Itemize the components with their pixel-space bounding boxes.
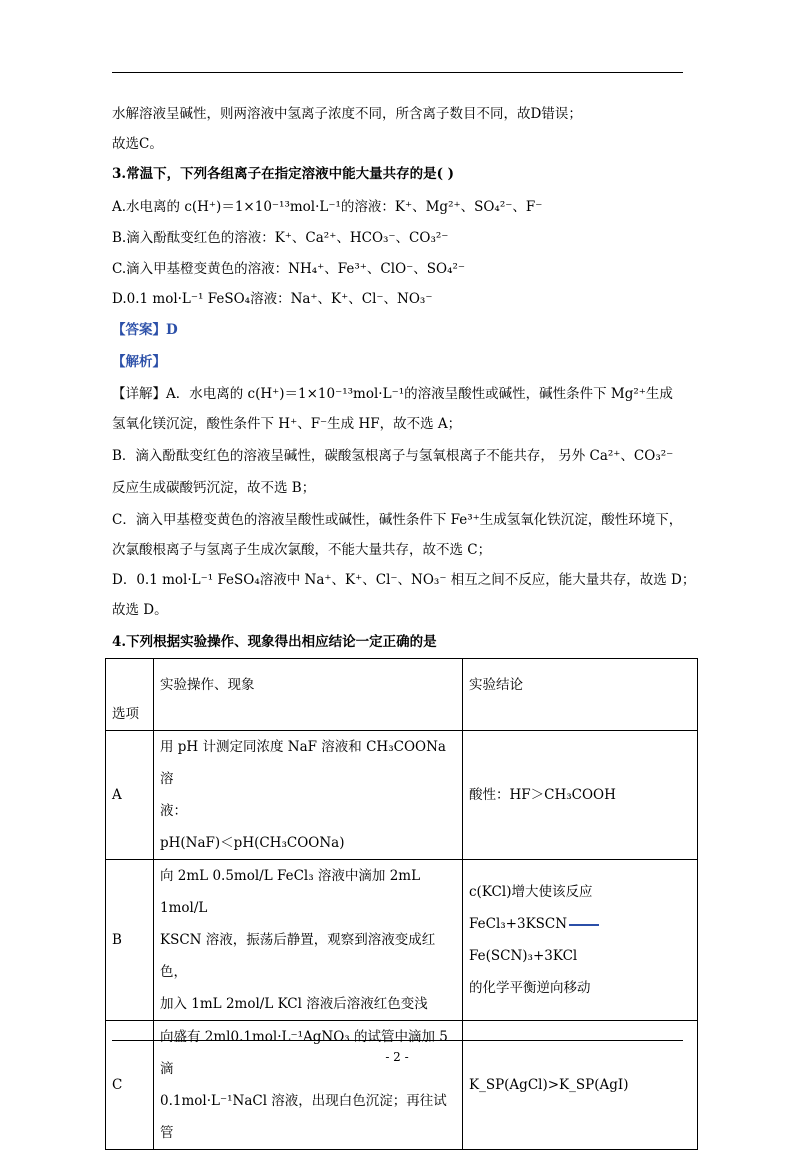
row-conclusion xyxy=(463,731,698,860)
cell-line: 加入 1mL 2mol/L KCl 溶液后溶液红色变浅 xyxy=(160,996,428,1012)
equation-line xyxy=(469,908,691,972)
equation-products: Fe(SCN)₃+3KCl xyxy=(469,948,578,964)
option-b: B.滴入酚酞变红色的溶液：K⁺、Ca²⁺、HCO₃⁻、CO₃²⁻ xyxy=(112,230,449,246)
detail-line: B．滴入酚酞变红色的溶液呈碱性，碳酸氢根离子与氢氧根离子不能共存， 另外 Ca²⁺、CO₃²⁻ xyxy=(112,448,674,464)
detail-line: 次氯酸根离子与氢离子生成次氯酸，不能大量共存，故不选 C； xyxy=(112,542,492,558)
header-option: 选项 xyxy=(106,659,154,731)
experiment-table xyxy=(105,658,698,1150)
cell-line: 向盛有 2ml0.1mol·L⁻¹AgNO₃ 的试管中滴加 5 滴 xyxy=(160,1029,448,1077)
cell-line: pH(NaF)＜pH(CH₃COONa) xyxy=(160,835,345,851)
analysis-label: 【解析】 xyxy=(112,354,166,370)
option-d: D.0.1 mol·L⁻¹ FeSO₄溶液：Na⁺、K⁺、Cl⁻、NO₃⁻ xyxy=(112,291,433,307)
row-operation xyxy=(154,731,463,860)
table-row xyxy=(106,731,698,860)
cell-line: 0.1mol·L⁻¹NaCl 溶液，出现白色沉淀；再往试管 xyxy=(160,1093,447,1141)
cell-line: 液： xyxy=(160,803,187,819)
footer-rule xyxy=(112,1040,683,1041)
text-line: 故选C。 xyxy=(112,136,163,152)
equation-reactants: FeCl₃+3KSCN xyxy=(469,916,568,932)
header-conclusion: 实验结论 xyxy=(463,659,698,731)
header-rule xyxy=(112,72,683,73)
cell-line: 向 2mL 0.5mol/L FeCl₃ 溶液中滴加 2mL 1mol/L xyxy=(160,868,421,916)
row-conclusion xyxy=(463,860,698,1021)
option-a: A.水电离的 c(H⁺)＝1×10⁻¹³mol·L⁻¹的溶液：K⁺、Mg²⁺、SO₄²⁻、F⁻ xyxy=(112,199,543,215)
page-number: - 2 - xyxy=(385,1050,409,1064)
row-operation xyxy=(154,860,463,1021)
text-line: 水解溶液呈碱性，则两溶液中氢离子浓度不同，所含离子数目不同，故D错误； xyxy=(112,106,582,122)
answer-label: 【答案】D xyxy=(112,322,178,338)
cell-line: 的化学平衡逆向移动 xyxy=(469,980,591,996)
cell-line: 酸性：HF＞CH₃COOH xyxy=(469,787,616,803)
detail-line: C．滴入甲基橙变黄色的溶液呈酸性或碱性，碱性条件下 Fe³⁺生成氢氧化铁沉淀，酸性环境下， xyxy=(112,512,683,528)
question-4-stem: 4.下列根据实验操作、现象得出相应结论一定正确的是 xyxy=(112,634,437,650)
header-operation: 实验操作、现象 xyxy=(154,659,463,731)
table-header-row xyxy=(106,659,698,731)
cell-line: KSCN 溶液，振荡后静置，观察到溶液变成红色， xyxy=(160,932,436,980)
cell-line: c(KCl)增大使该反应 xyxy=(469,884,593,900)
row-option: C xyxy=(106,1021,154,1150)
detail-line: 氢氧化镁沉淀，酸性条件下 H⁺、F⁻生成 HF，故不选 A； xyxy=(112,416,462,432)
detail-line: 【详解】A．水电离的 c(H⁺)＝1×10⁻¹³mol·L⁻¹的溶液呈酸性或碱性，碱性条件下 Mg²⁺生成 xyxy=(112,386,673,402)
row-option: B xyxy=(106,860,154,1021)
cell-line: 用 pH 计测定同浓度 NaF 溶液和 CH₃COONa 溶 xyxy=(160,739,446,787)
equilibrium-arrow-icon xyxy=(569,924,599,926)
option-c: C.滴入甲基橙变黄色的溶液：NH₄⁺、Fe³⁺、ClO⁻、SO₄²⁻ xyxy=(112,261,466,277)
row-option: A xyxy=(106,731,154,860)
detail-line: D．0.1 mol·L⁻¹ FeSO₄溶液中 Na⁺、K⁺、Cl⁻、NO₃⁻ 相互之间不反应，能大量共存，故选 D； xyxy=(112,572,696,588)
table-row xyxy=(106,860,698,1021)
detail-line: 故选 D。 xyxy=(112,602,168,618)
cell-line: K_SP(AgCl)>K_SP(AgI) xyxy=(469,1077,629,1093)
detail-line: 反应生成碳酸钙沉淀，故不选 B； xyxy=(112,480,316,496)
question-3-stem: 3.常温下，下列各组离子在指定溶液中能大量共存的是( ) xyxy=(112,166,455,182)
